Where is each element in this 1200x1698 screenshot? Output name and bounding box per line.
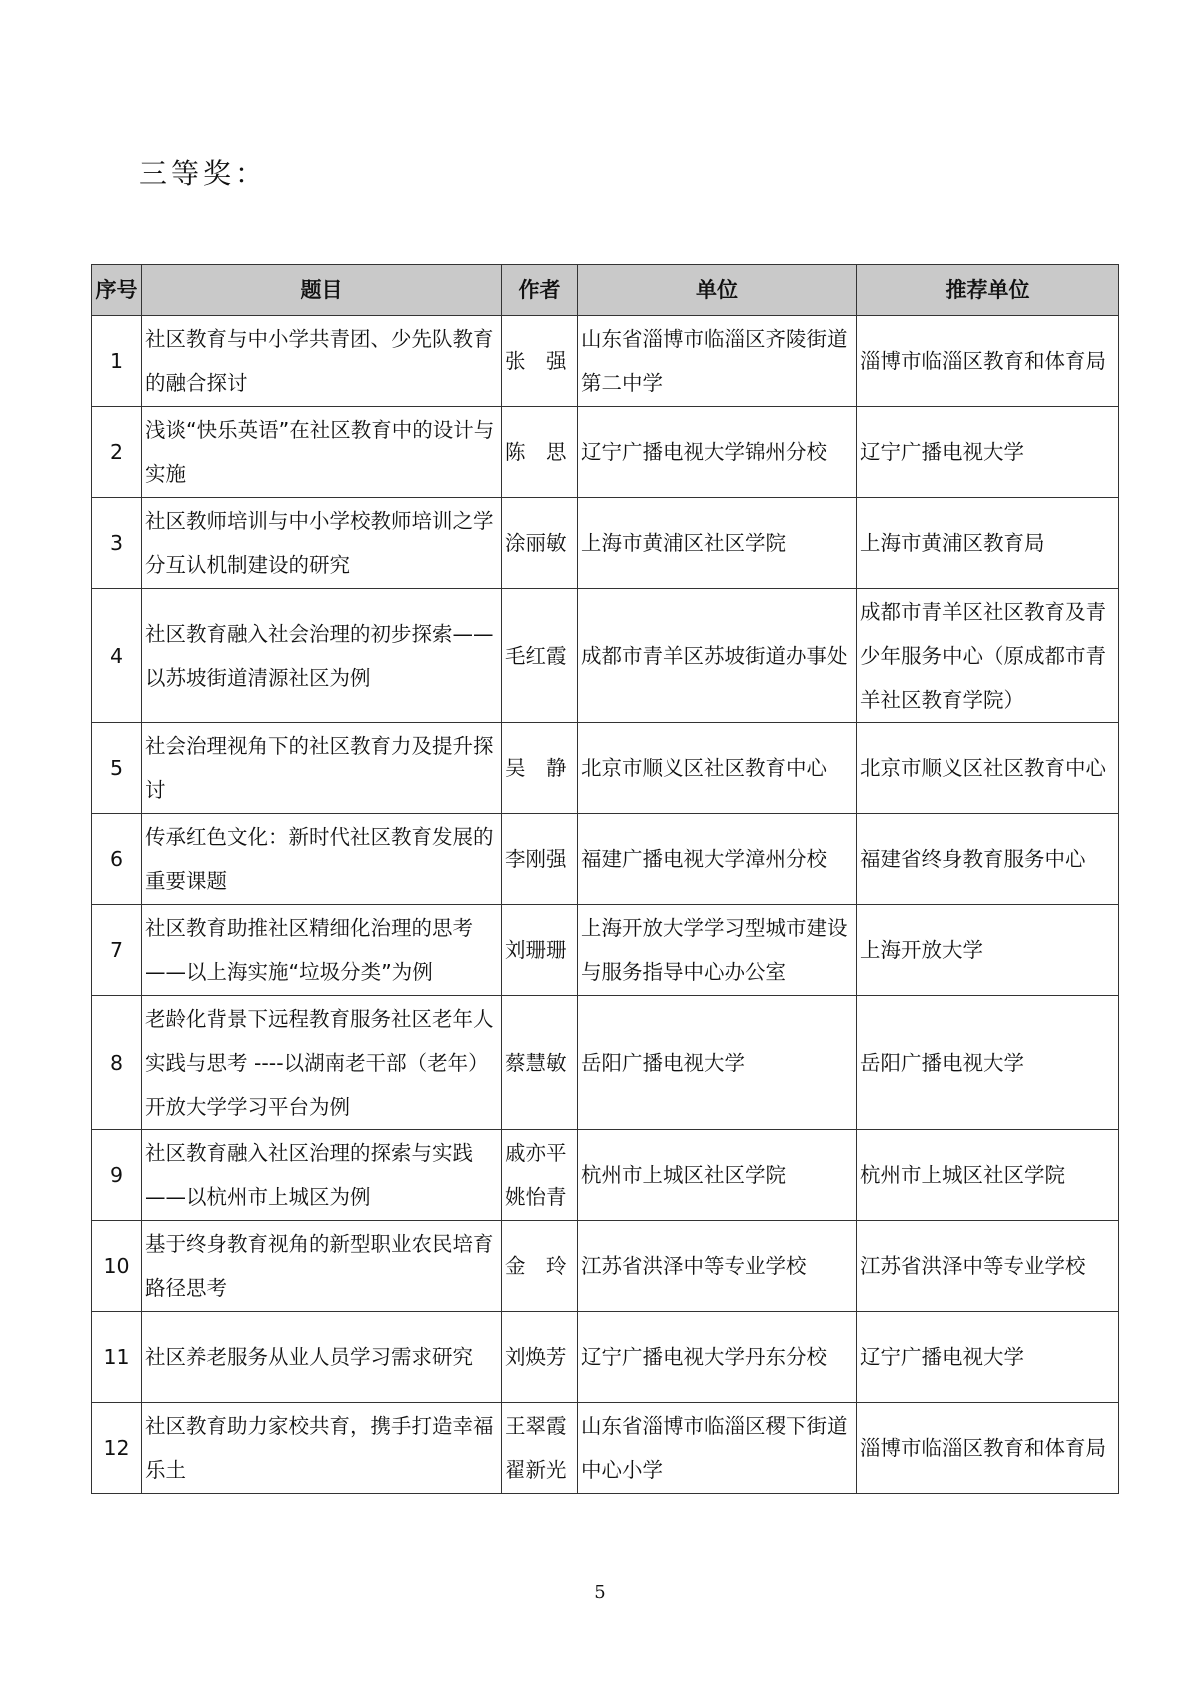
row-number: 4 [92, 589, 142, 723]
table-row [92, 1221, 1119, 1312]
row-recommender: 成都市青羊区社区教育及青少年服务中心（原成都市青羊社区教育学院） [857, 589, 1119, 723]
row-number: 11 [92, 1312, 142, 1403]
row-recommender: 岳阳广播电视大学 [857, 996, 1119, 1130]
table-row [92, 407, 1119, 498]
row-recommender: 辽宁广播电视大学 [857, 1312, 1119, 1403]
row-authors [502, 1312, 578, 1403]
row-title: 老龄化背景下远程教育服务社区老年人实践与思考 ----以湖南老干部（老年）开放大学学习平台为例 [142, 996, 502, 1130]
row-authors [502, 814, 578, 905]
row-recommender: 福建省终身教育服务中心 [857, 814, 1119, 905]
section-heading: 三等奖： [139, 157, 268, 190]
col-header-num: 序号 [92, 265, 142, 316]
author-name: 涂丽敏 [505, 531, 567, 555]
row-title: 传承红色文化：新时代社区教育发展的重要课题 [142, 814, 502, 905]
table-row [92, 1130, 1119, 1221]
author-name: 刘珊珊 [505, 938, 567, 962]
col-header-unit: 单位 [578, 265, 857, 316]
row-number: 8 [92, 996, 142, 1130]
row-unit: 上海开放大学学习型城市建设与服务指导中心办公室 [578, 905, 857, 996]
table-row [92, 814, 1119, 905]
row-title: 社会治理视角下的社区教育力及提升探讨 [142, 723, 502, 814]
table-row [92, 723, 1119, 814]
row-unit: 福建广播电视大学漳州分校 [578, 814, 857, 905]
row-unit: 成都市青羊区苏坡街道办事处 [578, 589, 857, 723]
author-name: 翟新光 [505, 1458, 567, 1482]
col-header-title: 题目 [142, 265, 502, 316]
row-unit: 北京市顺义区社区教育中心 [578, 723, 857, 814]
row-authors [502, 905, 578, 996]
col-header-author: 作者 [502, 265, 578, 316]
row-authors [502, 1221, 578, 1312]
row-unit: 杭州市上城区社区学院 [578, 1130, 857, 1221]
row-number: 1 [92, 316, 142, 407]
table-row [92, 589, 1119, 723]
row-title: 社区教育助力家校共育，携手打造幸福乐土 [142, 1403, 502, 1494]
row-unit: 江苏省洪泽中等专业学校 [578, 1221, 857, 1312]
author-name: 毛红霞 [505, 643, 567, 668]
row-unit: 岳阳广播电视大学 [578, 996, 857, 1130]
row-recommender: 淄博市临淄区教育和体育局 [857, 1403, 1119, 1494]
row-authors [502, 723, 578, 814]
col-header-recommender: 推荐单位 [857, 265, 1119, 316]
row-recommender: 杭州市上城区社区学院 [857, 1130, 1119, 1221]
table-row [92, 905, 1119, 996]
row-number: 5 [92, 723, 142, 814]
row-title: 浅谈“快乐英语”在社区教育中的设计与实施 [142, 407, 502, 498]
table-row [92, 1403, 1119, 1494]
row-title: 社区教师培训与中小学校教师培训之学分互认机制建设的研究 [142, 498, 502, 589]
author-name: 戚亦平 [505, 1141, 567, 1165]
row-number: 12 [92, 1403, 142, 1494]
page-number: 5 [594, 1582, 606, 1603]
author-name: 姚怡青 [505, 1185, 567, 1209]
row-recommender: 北京市顺义区社区教育中心 [857, 723, 1119, 814]
table-row [92, 316, 1119, 407]
row-number: 7 [92, 905, 142, 996]
author-name: 刘焕芳 [505, 1345, 567, 1369]
row-number: 9 [92, 1130, 142, 1221]
table-row [92, 1312, 1119, 1403]
awards-table [91, 264, 1119, 1494]
author-name: 陈 思 [505, 440, 567, 464]
row-title: 社区教育融入社区治理的探索与实践 ——以杭州市上城区为例 [142, 1130, 502, 1221]
table-row [92, 996, 1119, 1130]
row-recommender: 淄博市临淄区教育和体育局 [857, 316, 1119, 407]
author-name: 蔡慧敏 [505, 1050, 567, 1075]
author-name: 王翠霞 [505, 1414, 567, 1438]
row-title: 社区教育融入社会治理的初步探索——以苏坡街道清源社区为例 [142, 589, 502, 723]
row-title: 社区教育与中小学共青团、少先队教育的融合探讨 [142, 316, 502, 407]
row-number: 3 [92, 498, 142, 589]
row-authors [502, 1130, 578, 1221]
row-number: 2 [92, 407, 142, 498]
row-title: 社区教育助推社区精细化治理的思考 ——以上海实施“垃圾分类”为例 [142, 905, 502, 996]
row-recommender: 江苏省洪泽中等专业学校 [857, 1221, 1119, 1312]
row-authors [502, 1403, 578, 1494]
row-authors [502, 407, 578, 498]
row-number: 6 [92, 814, 142, 905]
table-header-row [92, 265, 1119, 316]
author-name: 李刚强 [505, 847, 567, 871]
author-name: 金 玲 [505, 1254, 567, 1278]
row-unit: 辽宁广播电视大学锦州分校 [578, 407, 857, 498]
table-row [92, 498, 1119, 589]
row-recommender: 辽宁广播电视大学 [857, 407, 1119, 498]
author-name: 吴 静 [505, 756, 567, 780]
row-authors [502, 498, 578, 589]
row-recommender: 上海市黄浦区教育局 [857, 498, 1119, 589]
row-title: 社区养老服务从业人员学习需求研究 [142, 1312, 502, 1403]
row-recommender: 上海开放大学 [857, 905, 1119, 996]
row-unit: 上海市黄浦区社区学院 [578, 498, 857, 589]
row-unit: 辽宁广播电视大学丹东分校 [578, 1312, 857, 1403]
row-authors [502, 996, 578, 1130]
row-authors [502, 316, 578, 407]
author-name: 张 强 [505, 349, 567, 373]
row-number: 10 [92, 1221, 142, 1312]
row-unit: 山东省淄博市临淄区稷下街道中心小学 [578, 1403, 857, 1494]
row-title: 基于终身教育视角的新型职业农民培育路径思考 [142, 1221, 502, 1312]
row-authors [502, 589, 578, 723]
row-unit: 山东省淄博市临淄区齐陵街道第二中学 [578, 316, 857, 407]
